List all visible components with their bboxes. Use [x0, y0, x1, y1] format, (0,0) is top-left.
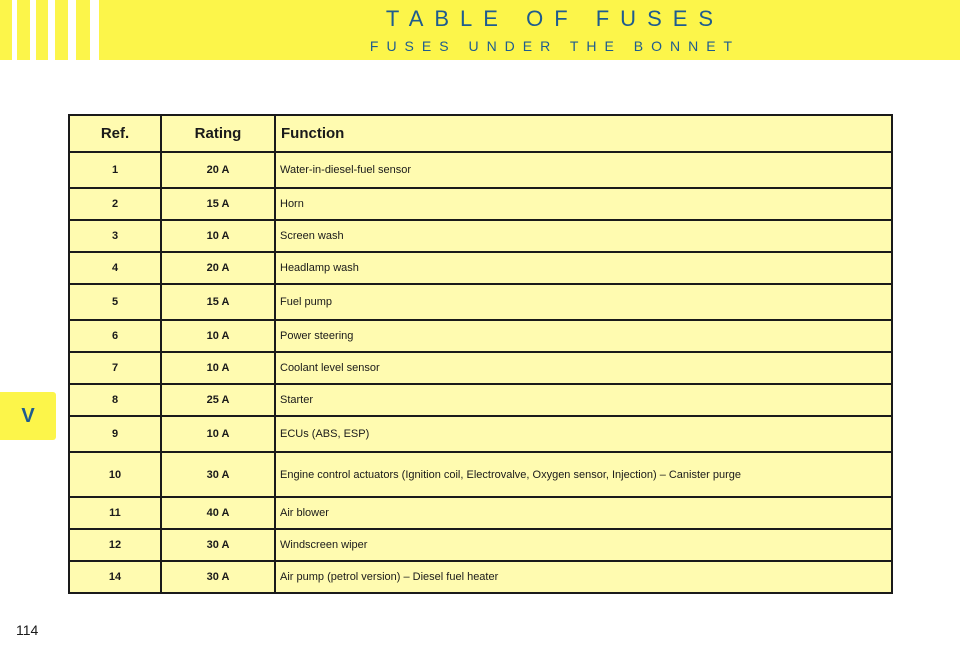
cell-function: Water-in-diesel-fuel sensor — [275, 152, 892, 188]
cell-function: Starter — [275, 384, 892, 416]
table-row — [69, 497, 892, 529]
cell-function: Coolant level sensor — [275, 352, 892, 384]
cell-rating: 10 A — [161, 416, 275, 452]
cell-ref: 11 — [69, 497, 161, 529]
cell-function: Power steering — [275, 320, 892, 352]
table-row — [69, 188, 892, 220]
page-title: TABLE OF FUSES — [385, 6, 725, 31]
cell-function: Fuel pump — [275, 284, 892, 320]
cell-rating: 10 A — [161, 220, 275, 252]
cell-ref: 1 — [69, 152, 161, 188]
cell-ref: 5 — [69, 284, 161, 320]
cell-function: Screen wash — [275, 220, 892, 252]
cell-rating: 15 A — [161, 188, 275, 220]
table-row — [69, 416, 892, 452]
column-header-function: Function — [275, 115, 892, 152]
cell-ref: 4 — [69, 252, 161, 284]
cell-function: Engine control actuators (Ignition coil, Electrovalve, Oxygen sensor, Injection) – Canister purge — [275, 452, 892, 497]
fuse-table — [68, 114, 893, 594]
table-row — [69, 220, 892, 252]
section-tab: V — [0, 392, 56, 440]
table-row — [69, 561, 892, 593]
table-header-row — [69, 115, 892, 152]
table-row — [69, 284, 892, 320]
column-header-rating: Rating — [161, 115, 275, 152]
cell-function: Air blower — [275, 497, 892, 529]
cell-function: Headlamp wash — [275, 252, 892, 284]
cell-ref: 6 — [69, 320, 161, 352]
cell-rating: 30 A — [161, 561, 275, 593]
cell-ref: 12 — [69, 529, 161, 561]
fuse-table-body — [69, 152, 892, 593]
table-row — [69, 320, 892, 352]
cell-rating: 20 A — [161, 252, 275, 284]
cell-function: Horn — [275, 188, 892, 220]
cell-ref: 7 — [69, 352, 161, 384]
cell-ref: 14 — [69, 561, 161, 593]
cell-rating: 20 A — [161, 152, 275, 188]
cell-ref: 3 — [69, 220, 161, 252]
cell-ref: 9 — [69, 416, 161, 452]
cell-rating: 10 A — [161, 320, 275, 352]
cell-function: Air pump (petrol version) – Diesel fuel heater — [275, 561, 892, 593]
header-band — [0, 0, 960, 60]
table-row — [69, 352, 892, 384]
cell-ref: 8 — [69, 384, 161, 416]
table-row — [69, 529, 892, 561]
table-row — [69, 252, 892, 284]
cell-ref: 2 — [69, 188, 161, 220]
cell-ref: 10 — [69, 452, 161, 497]
cell-rating: 15 A — [161, 284, 275, 320]
column-header-ref: Ref. — [69, 115, 161, 152]
page-subtitle: FUSES UNDER THE BONNET — [369, 38, 741, 54]
table-row — [69, 384, 892, 416]
cell-function: Windscreen wiper — [275, 529, 892, 561]
cell-function: ECUs (ABS, ESP) — [275, 416, 892, 452]
cell-rating: 10 A — [161, 352, 275, 384]
cell-rating: 30 A — [161, 452, 275, 497]
page-number: 114 — [16, 622, 39, 638]
table-row — [69, 452, 892, 497]
header-stripes — [0, 0, 112, 60]
cell-rating: 25 A — [161, 384, 275, 416]
table-row — [69, 152, 892, 188]
cell-rating: 30 A — [161, 529, 275, 561]
cell-rating: 40 A — [161, 497, 275, 529]
